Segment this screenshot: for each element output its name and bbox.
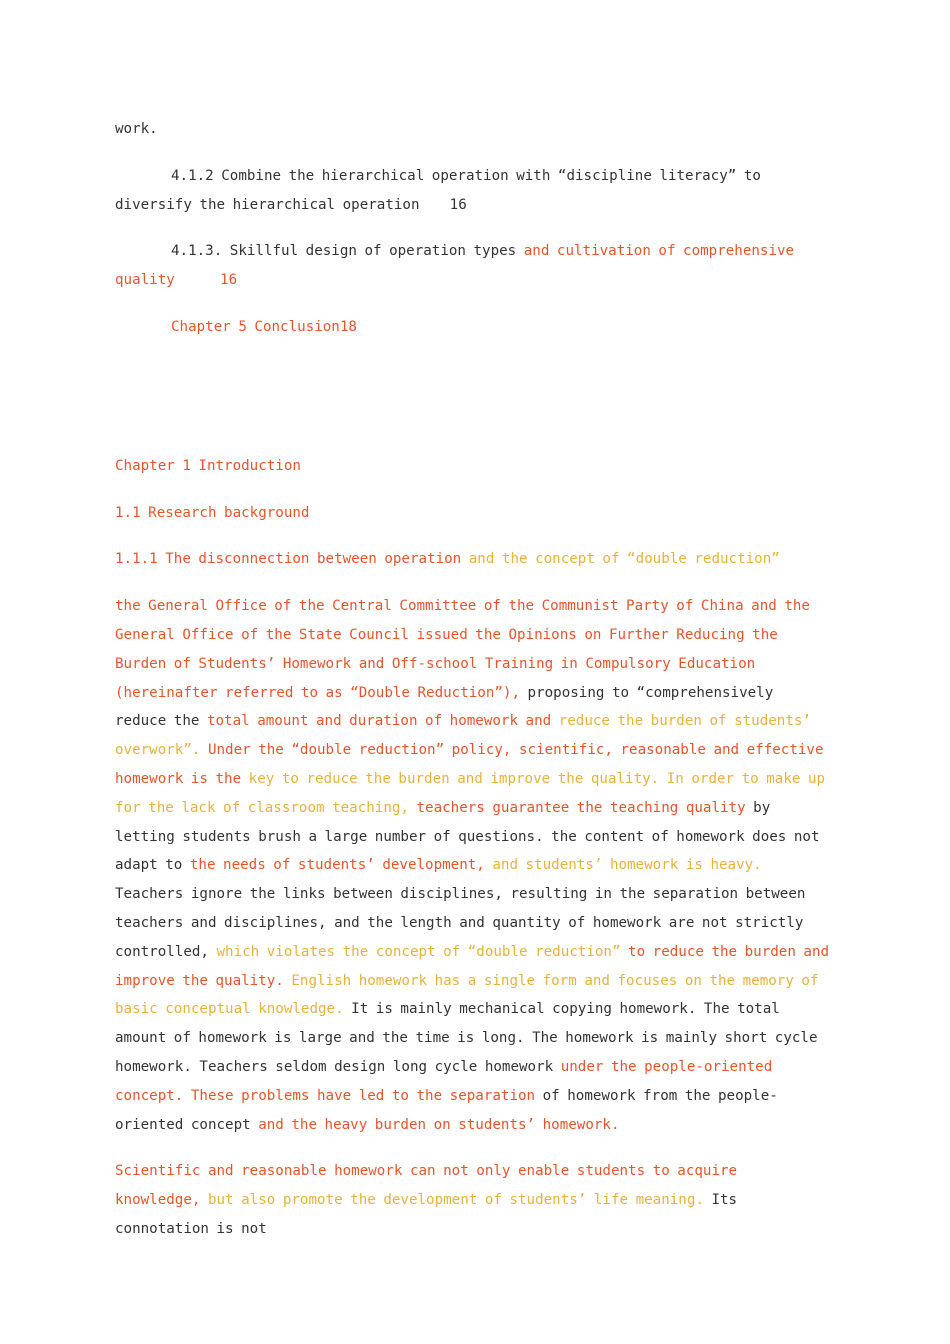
section-1-1-heading-text: 1.1 Research background [115, 504, 310, 521]
paragraph-1-run-11: which violates the concept of “double reduction” [216, 943, 621, 960]
section-1-1-1-text-b: and the concept of “double reduction” [468, 551, 780, 568]
toc-item-4-1-3-page: 16 [220, 272, 238, 289]
paragraph-1-run-10: Teachers ignore the links between disciplines, resulting in the separation between teachers and disciplines, and the length and quantity of homework are not strictly controlled, [115, 886, 806, 960]
paragraph-1-run-7: by letting students brush a large number of questions. the content of homework does not adapt to [115, 799, 820, 874]
paragraph-1-run-6: teachers guarantee the teaching quality [408, 799, 746, 816]
paragraph-1-run-14: It is mainly mechanical copying homework. The total amount of homework is large and the time is long. The homework is mainly short cycle homework. Teachers seldom design long cycle homework [115, 1001, 818, 1075]
paragraph-1-run-3: reduce the burden of students’ overwork”. [115, 713, 811, 759]
paragraph-1-run-4: Under the “double reduction” policy, scientific, reasonable and effective homework is the [115, 742, 824, 787]
paragraph-1-run-0: the General Office of the Central Committee of the Communist Party of China and the General Office of the State Council issued the Opinions on Further Reducing the Burden of Students’ Homework and Off-school Training in Compulsory Education (hereinafter referred to as “Double Reduction”), [115, 598, 810, 701]
body-paragraph-1 [115, 592, 830, 1139]
paragraph-1-run-8: the needs of students’ development, [189, 857, 485, 874]
paragraph-1-run-16: of homework from the people-oriented concept [115, 1087, 778, 1133]
paragraph-1-run-2: total amount and duration of homework and [206, 713, 559, 730]
toc-chapter-5-text: Chapter 5 Conclusion18 [171, 318, 357, 335]
paragraph-1-run-1: proposing to “comprehensively reduce the [115, 684, 774, 730]
chapter-1-heading-text: Chapter 1 Introduction [115, 457, 301, 474]
toc-item-4-1-3-text-a: 4.1.3. Skillful design of operation types [171, 243, 524, 260]
paragraph-1-run-5: key to reduce the burden and improve the quality. In order to make up for the lack of classroom teaching, [115, 770, 826, 816]
toc-work-text: work. [115, 121, 158, 137]
toc-item-4-1-3[interactable] [115, 237, 830, 295]
section-1-1-1-heading [115, 545, 830, 574]
document-page [115, 115, 830, 1244]
paragraph-1-run-13: English homework has a single form and focuses on the memory of basic conceptual knowledge. [115, 972, 819, 1018]
paragraph-1-run-9: and students’ homework is heavy. [484, 857, 762, 874]
chapter-1-heading [115, 452, 830, 481]
toc-line-work [115, 115, 830, 144]
paragraph-2-run-0: Scientific and reasonable homework can not only enable students to acquire knowledge, [115, 1163, 738, 1209]
paragraph-1-run-17: and the heavy burden on students’ homework. [258, 1116, 620, 1133]
paragraph-2-run-1: but also promote the development of students’ life meaning. [200, 1192, 704, 1209]
toc-item-4-1-2-page: 16 [449, 196, 467, 213]
section-1-1-1-text-a: 1.1.1 The disconnection between operation [115, 551, 469, 568]
toc-item-4-1-2-text: 4.1.2 Combine the hierarchical operation with “discipline literacy” to diversify the hierarchical operation [115, 167, 761, 213]
toc-chapter-5[interactable] [115, 313, 830, 342]
toc-item-4-1-3-text-b: and cultivation of comprehensive quality [115, 243, 795, 289]
paragraph-1-run-12: to reduce the burden and improve the quality. [115, 943, 830, 989]
body-paragraph-2 [115, 1157, 830, 1243]
paragraph-1-run-15: under the people-oriented concept. These problems have led to the separation [115, 1058, 773, 1104]
section-1-1-heading [115, 499, 830, 528]
toc-item-4-1-2[interactable] [115, 162, 830, 220]
paragraph-2-run-2: Its connotation is not [115, 1192, 738, 1237]
